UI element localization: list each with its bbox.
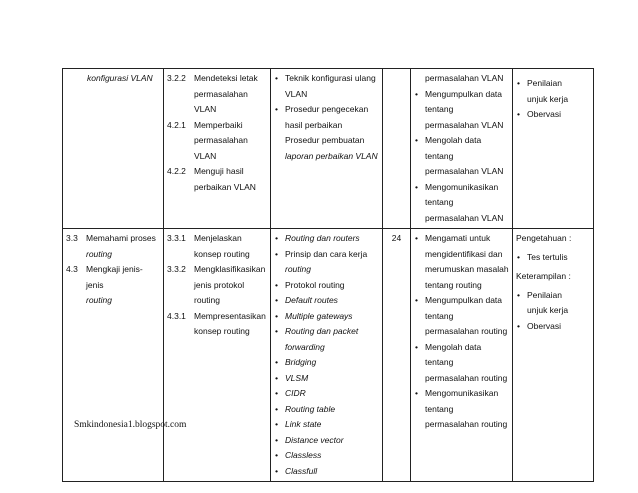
assessment-list bbox=[516, 76, 590, 123]
list-item bbox=[274, 324, 379, 355]
line: Memperbaiki bbox=[194, 119, 243, 130]
line: tentang bbox=[425, 104, 454, 114]
list-item bbox=[414, 180, 509, 227]
line: forwarding bbox=[285, 341, 325, 352]
line: • Penilaian bbox=[527, 78, 562, 88]
line: tentang bbox=[425, 310, 454, 321]
line: • Mengomunikasikan bbox=[425, 181, 499, 192]
list-item bbox=[274, 102, 379, 164]
line: permasalahan VLAN bbox=[425, 119, 504, 130]
kd-item bbox=[66, 231, 160, 262]
footer-text: Smkindonesia1.blogspot.com bbox=[74, 420, 187, 430]
list-item bbox=[274, 433, 379, 449]
list-item bbox=[274, 71, 379, 102]
line: • Mengomunikasikan bbox=[425, 388, 499, 398]
time-value: 24 bbox=[391, 233, 402, 243]
line: • Prosedur pengecekan bbox=[285, 104, 369, 114]
line: tentang bbox=[425, 150, 454, 161]
indicator-number: 4.2.1 bbox=[167, 119, 186, 130]
line: • Mengumpulkan data bbox=[425, 88, 503, 99]
indicator-number: 3.3.1 bbox=[167, 233, 186, 243]
indicator-item bbox=[167, 164, 267, 195]
line: • Teknik konfigurasi ulang bbox=[285, 73, 376, 83]
line: Prosedur pembuatan bbox=[285, 135, 365, 145]
line: • Penilaian bbox=[527, 289, 562, 300]
indicator-cell bbox=[164, 69, 271, 229]
list-item bbox=[414, 386, 509, 433]
line: tentang bbox=[425, 197, 454, 207]
materi-list bbox=[274, 231, 379, 479]
line: laporan perbaikan VLAN bbox=[285, 150, 378, 161]
line: VLAN bbox=[194, 150, 217, 161]
list-item bbox=[516, 250, 590, 266]
list-item bbox=[414, 231, 509, 293]
line: permasalahan routing bbox=[425, 372, 508, 383]
indicator-item bbox=[167, 309, 267, 340]
list-item bbox=[274, 355, 379, 371]
line: • Mengolah data bbox=[425, 135, 482, 145]
line: mengidentifikasi dan bbox=[425, 248, 503, 259]
indicator-item bbox=[167, 71, 267, 118]
line: Distance vector bbox=[285, 434, 344, 445]
kd-text: konfigurasi VLAN bbox=[87, 73, 153, 83]
line: routing bbox=[86, 295, 112, 305]
list-item bbox=[274, 417, 379, 433]
indicator-number: 4.2.2 bbox=[167, 166, 186, 176]
activity-list bbox=[414, 87, 509, 227]
materi-cell bbox=[271, 229, 383, 482]
line: CIDR bbox=[285, 388, 306, 398]
line: permasalahan routing bbox=[425, 326, 508, 336]
indicator-item bbox=[167, 118, 267, 165]
line: hasil perbaikan bbox=[285, 119, 343, 130]
line: unjuk kerja bbox=[527, 305, 569, 315]
line: • Routing dan packet bbox=[285, 326, 359, 336]
activity-list bbox=[414, 231, 509, 433]
line: • Obervasi bbox=[527, 320, 562, 331]
line: Mendeteksi letak bbox=[194, 73, 258, 83]
line: perbaikan VLAN bbox=[194, 181, 256, 192]
assessment-skill-label: Keterampilan : bbox=[516, 271, 571, 281]
kd-cell bbox=[63, 69, 164, 229]
list-item bbox=[274, 371, 379, 387]
list-item bbox=[274, 278, 379, 294]
line: Classless bbox=[285, 450, 322, 460]
assessment-skill-list bbox=[516, 288, 590, 335]
kd-cell bbox=[63, 229, 164, 482]
indicator-text bbox=[194, 262, 267, 309]
list-item bbox=[274, 293, 379, 309]
line: jenis protokol bbox=[194, 279, 245, 290]
line: Classfull bbox=[285, 465, 318, 476]
line: merumuskan masalah bbox=[425, 264, 509, 274]
line: Default routes bbox=[285, 295, 338, 305]
kd-item bbox=[66, 262, 160, 309]
line: permasalahan VLAN bbox=[425, 166, 504, 176]
time-cell bbox=[383, 229, 411, 482]
list-item bbox=[414, 293, 509, 340]
indicator-item bbox=[167, 262, 267, 309]
line: Routing table bbox=[285, 403, 336, 414]
materi-list bbox=[274, 71, 379, 164]
list-item bbox=[414, 133, 509, 180]
line: Routing dan routers bbox=[285, 233, 360, 243]
activity-continuation: permasalahan VLAN bbox=[425, 73, 504, 83]
line: Mengklasifikasikan bbox=[194, 264, 266, 274]
list-item bbox=[274, 309, 379, 325]
line: tentang bbox=[425, 357, 454, 367]
line: • Mengolah data bbox=[425, 341, 482, 352]
line: Menjelaskan bbox=[194, 233, 242, 243]
line: Menguji hasil bbox=[194, 166, 244, 176]
line: permasalahan routing bbox=[425, 419, 508, 429]
indicator-text bbox=[194, 118, 267, 165]
line: VLSM bbox=[285, 372, 309, 383]
list-item bbox=[516, 107, 590, 123]
list-item bbox=[274, 464, 379, 480]
indicator-text bbox=[194, 231, 267, 262]
line: konsep routing bbox=[194, 326, 250, 336]
time-cell bbox=[383, 69, 411, 229]
table-row bbox=[63, 229, 594, 482]
indicator-number: 3.2.2 bbox=[167, 73, 186, 83]
indicator-number: 4.3.1 bbox=[167, 310, 186, 321]
activity-cell bbox=[411, 229, 513, 482]
line: permasalahan VLAN bbox=[425, 212, 504, 223]
activity-cell bbox=[411, 69, 513, 229]
line: • Prinsip dan cara kerja bbox=[285, 248, 368, 259]
line: Memahami proses bbox=[86, 233, 156, 243]
list-item bbox=[274, 386, 379, 402]
line: tentang routing bbox=[425, 279, 482, 290]
line: Mempresentasikan bbox=[194, 310, 266, 321]
line: Multiple gateways bbox=[285, 310, 353, 321]
indicator-text bbox=[194, 164, 267, 195]
line: routing bbox=[86, 248, 112, 259]
list-item bbox=[414, 340, 509, 387]
table-row bbox=[63, 69, 594, 229]
list-item bbox=[516, 319, 590, 335]
line: Tes tertulis bbox=[527, 251, 568, 262]
line: tentang bbox=[425, 403, 454, 414]
kd-number: 4.3 bbox=[66, 264, 78, 274]
assessment-knowledge-label: Pengetahuan : bbox=[516, 233, 572, 243]
line: routing bbox=[285, 264, 311, 274]
list-item bbox=[516, 76, 590, 107]
line: VLAN bbox=[194, 104, 217, 114]
line: konsep routing bbox=[194, 248, 250, 259]
line: permasalahan bbox=[194, 135, 248, 145]
line: routing bbox=[194, 295, 220, 305]
indicator-cell bbox=[164, 229, 271, 482]
list-item bbox=[274, 402, 379, 418]
line: Bridging bbox=[285, 357, 317, 367]
indicator-number: 3.3.2 bbox=[167, 264, 186, 274]
assessment-cell bbox=[513, 69, 594, 229]
line: Mengkaji jenis-jenis bbox=[86, 264, 143, 290]
materi-cell bbox=[271, 69, 383, 229]
line: unjuk kerja bbox=[527, 93, 569, 104]
assessment-cell bbox=[513, 229, 594, 482]
kd-number: 3.3 bbox=[66, 233, 78, 243]
line: Link state bbox=[285, 419, 322, 429]
indicator-text bbox=[194, 309, 267, 340]
list-item bbox=[274, 231, 379, 247]
assessment-knowledge-list bbox=[516, 250, 590, 266]
list-item bbox=[274, 247, 379, 278]
indicator-text bbox=[194, 71, 267, 118]
line: • Mengamati untuk bbox=[425, 233, 491, 243]
kd-text bbox=[86, 262, 160, 309]
line: VLAN bbox=[285, 88, 308, 99]
line: permasalahan bbox=[194, 88, 248, 99]
list-item bbox=[414, 87, 509, 134]
line: Protokol routing bbox=[285, 279, 345, 290]
line: • Mengumpulkan data bbox=[425, 295, 503, 305]
list-item bbox=[274, 448, 379, 464]
indicator-item bbox=[167, 231, 267, 262]
kd-text bbox=[86, 231, 160, 262]
list-item bbox=[516, 288, 590, 319]
line: • Obervasi bbox=[527, 109, 562, 119]
